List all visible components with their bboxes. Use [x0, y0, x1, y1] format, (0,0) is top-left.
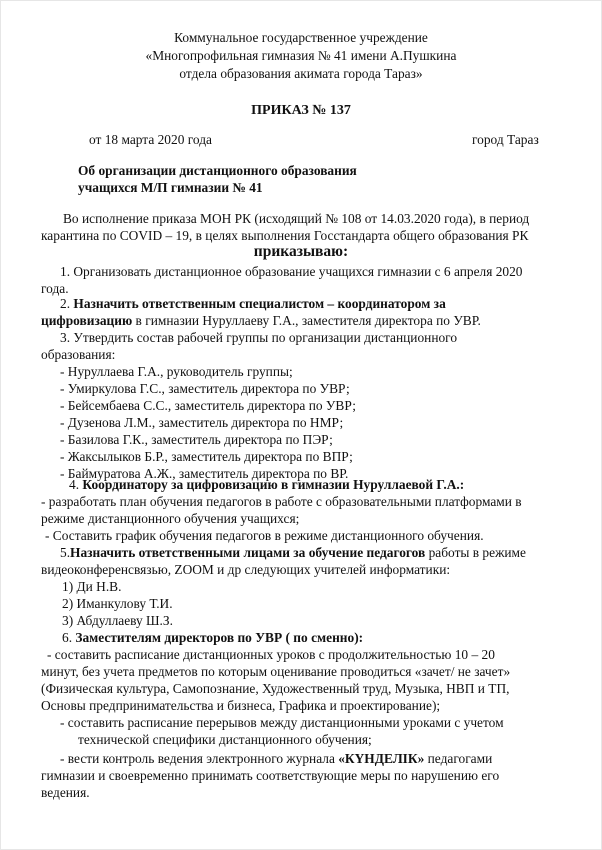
- item-6-task-2-line-2: технической специфики дистанционного обучения;: [78, 732, 372, 747]
- group-member-2: - Умиркулова Г.С., заместитель директора по УВР;: [60, 381, 350, 396]
- item-3-line-1: 3. Утвердить состав рабочей группы по организации дистанционного: [60, 330, 458, 345]
- item-6-task-1-line-1: - составить расписание дистанционных уроков с продолжительностью 10 – 20: [47, 647, 495, 662]
- item-6-number: 6.: [62, 630, 73, 645]
- item-2-line-2: [41, 313, 481, 330]
- item-1-line-2: года.: [41, 281, 69, 296]
- item-6-task-1-line-2: минут, без учета предметов по которым оценивание проводиться «зачет/ не зачет»: [41, 664, 511, 679]
- subject-line-1: Об организации дистанционного образования: [78, 163, 357, 178]
- item-6-bold: Заместителям директоров по УВР ( по сменно):: [75, 630, 364, 645]
- group-member-7: - Баймуратова А.Ж., заместитель директора по ВР.: [60, 466, 349, 481]
- item-2-number: 2.: [60, 296, 71, 311]
- item-4-task-1-line-1: - разработать план обучения педагогов в работе с образовательными платформами в: [41, 494, 522, 509]
- preamble-line-1: Во исполнение приказа МОН РК (исходящий № 108 от 14.03.2020 года), в период: [63, 211, 530, 226]
- item-6-task-3-post: педагогами: [424, 751, 493, 766]
- kundelik-journal: «КҮНДЕЛІК»: [338, 751, 425, 766]
- order-date: от 18 марта 2020 года: [89, 132, 212, 147]
- teacher-3: 3) Абдуллаеву Ш.З.: [62, 613, 173, 628]
- item-6-task-2-line-1: - составить расписание перерывов между дистанционными уроками с учетом: [60, 715, 504, 730]
- item-6-task-3-line-3: ведения.: [41, 785, 90, 800]
- item-2-bold: Назначить ответственным специалистом – координатором за: [73, 296, 446, 311]
- item-4-task-2: - Составить график обучения педагогов в режиме дистанционного обучения.: [45, 528, 484, 543]
- item-5-number: 5.: [60, 545, 71, 560]
- item-3-line-2: образования:: [41, 347, 116, 362]
- group-member-6: - Жаксылыков Б.Р., заместитель директора по ВПР;: [60, 449, 353, 464]
- item-4-number: 4.: [69, 477, 80, 492]
- item-5-rest: работы в режиме: [425, 545, 526, 560]
- item-6-task-1-line-3: (Физическая культура, Самопознание, Художественный труд, Музыка, НВП и ТП,: [41, 681, 510, 696]
- group-member-4: - Дузенова Л.М., заместитель директора по НМР;: [60, 415, 344, 430]
- institution-line-1: Коммунальное государственное учреждение: [174, 30, 428, 45]
- institution-line-3: отдела образования акимата города Тараз»: [179, 66, 423, 81]
- item-6-task-1-line-4: Основы предпринимательства и бизнеса, Графика и проектирование);: [41, 698, 441, 713]
- preamble-line-2: карантина по COVID – 19, в целях выполнения Госстандарта общего образования РК: [41, 228, 529, 243]
- item-4-heading: [69, 477, 464, 494]
- group-member-1: - Нуруллаева Г.А., руководитель группы;: [60, 364, 293, 379]
- order-city: город Тараз: [472, 132, 539, 147]
- group-member-5: - Базилова Г.К., заместитель директора по ПЭР;: [60, 432, 333, 447]
- item-2-bold-2: цифровизацию: [41, 313, 133, 328]
- institution-line-2: «Многопрофильная гимназия № 41 имени А.Пушкина: [145, 48, 457, 63]
- item-5-line-2: видеоконференсвязью, ZOOM и др следующих учителей информатики:: [41, 562, 451, 577]
- item-4-task-1-line-2: режиме дистанционного обучения учащихся;: [41, 511, 300, 526]
- command-word: приказываю:: [253, 243, 349, 260]
- item-6-task-3-line-1: [60, 751, 492, 768]
- teacher-2: 2) Иманкулову Т.И.: [62, 596, 173, 611]
- group-member-3: - Бейсембаева С.С., заместитель директора по УВР;: [60, 398, 356, 413]
- item-2-rest: в гимназии Нуруллаеву Г.А., заместителя директора по УВР.: [132, 313, 481, 328]
- item-1-line-1: 1. Организовать дистанционное образование учащихся гимназии с 6 апреля 2020: [60, 264, 523, 279]
- item-6-task-3-line-2: гимназии и своевременно принимать соответствующие меры по нарушению его: [41, 768, 500, 783]
- item-5-line-1: [60, 545, 526, 562]
- item-6-task-3-pre: - вести контроль ведения электронного журнала: [60, 751, 339, 766]
- item-4-bold: Координатору за цифровизацию в гимназии Нуруллаевой Г.А.:: [82, 477, 465, 492]
- item-6-heading: [62, 630, 363, 647]
- teacher-1: 1) Ди Н.В.: [62, 579, 122, 594]
- order-title: ПРИКАЗ № 137: [251, 103, 351, 118]
- item-5-bold: Назначить ответственными лицами за обучение педагогов: [70, 545, 426, 560]
- subject-line-2: учащихся М/П гимназии № 41: [78, 180, 263, 195]
- item-2-line-1: [60, 296, 565, 313]
